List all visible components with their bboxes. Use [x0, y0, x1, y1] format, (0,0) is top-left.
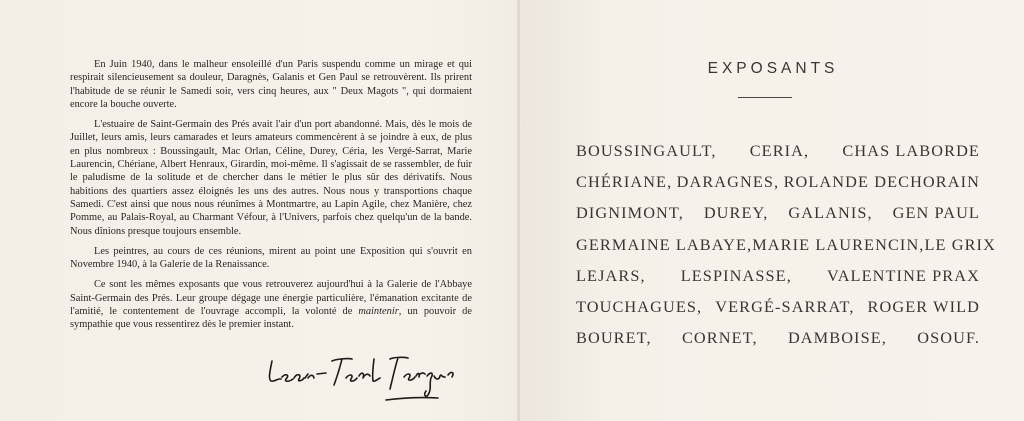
exhibitor-line — [576, 166, 980, 197]
exhibitor-name: GERMAINE LABAYE, — [576, 234, 753, 254]
exhibitor-name: VERGÉ-SARRAT, — [715, 296, 855, 316]
exhibitor-name: VALENTINE PRAX — [826, 265, 980, 285]
exhibitor-list — [576, 135, 996, 353]
exhibitor-name: OSOUF. — [917, 328, 980, 348]
exhibitor-name: CHÉRIANE, — [576, 172, 673, 192]
exhibitor-name: BOURET, — [576, 328, 652, 348]
exhibitor-name: LE GRIX — [924, 234, 996, 254]
handwritten-signature — [262, 345, 462, 407]
exhibitor-name: DIGNIMONT, — [576, 203, 684, 223]
exhibitor-line — [576, 291, 980, 322]
exhibitor-line — [576, 229, 996, 260]
paragraph-3: Les peintres, au cours de ces réunions, mirent au point une Exposition qui s'ouvrit en Novembre 1940, à la Galerie de la Renaissance. — [70, 245, 472, 271]
exhibitor-name: DAMBOISE, — [787, 328, 887, 348]
paragraph-4 — [70, 278, 472, 331]
exhibitor-name: DARAGNES, — [676, 172, 780, 192]
exhibitor-name: ROLANDE DECHORAIN — [783, 172, 980, 192]
exhibitor-name: GEN PAUL — [892, 203, 980, 223]
paragraph-1: En Juin 1940, dans le malheur ensoleillé d'un Paris suspendu comme un mirage et qui respirait silencieusement sa douleur, Daragnès, Galanis et Gen Paul se retrouvèrent. Ils prirent l'habitude de se réunir le Samedi soir, vers cinq heures, aux " Deux Magots ", qui dormaient encore la bouche ouverte. — [70, 59, 472, 110]
exhibitor-name: LESPINASSE, — [680, 265, 792, 285]
exhibitor-name: TOUCHAGUES, — [576, 296, 703, 316]
paragraph-4-start: Ce sont les mêmes exposants que vous retrouverez aujourd'hui à la Galerie de l'Abbaye Saint-Germain des Prés. Leur groupe dégage une énergie particulière, l'émanation excitante de l'amitié, le contentement de l'ouvrage accompli, la volonté de — [70, 279, 472, 318]
exposants-title: EXPOSANTS — [707, 60, 839, 77]
center-fold — [517, 0, 521, 421]
right-page — [528, 0, 1018, 421]
exhibitor-name: ROGER WILD — [867, 296, 980, 316]
title-divider — [738, 97, 792, 98]
exhibitor-line — [576, 135, 980, 166]
left-page — [70, 58, 472, 339]
paragraph-2: L'estuaire de Saint-Germain des Prés avait l'air d'un port abandonné. Mais, dès le mois de Juillet, leurs amis, leurs camarades et leurs amateurs commencèrent à se joindre à eux, de plus en plus nombreux : Boussingault, Mac Orlan, Céline, Durey, Céria, les Vergé-Sarrat, Marie Laurencin, Chériane, Albert Henraux, Girardin, moi-même. Il s'agissait de se rassembler, de fuir le paludisme de la solitude et de chercher dans le métier le plus sûr des dérivatifs. Nous habitions des quartiers assez éloignés les uns des autres. Nous nous y transportions chaque Samedi. C'est ainsi que nous nous réunîmes à Montmartre, au Lapin Agile, chez Manière, chez Pomme, au Palais-Royal, au Charmant Véfour, à l'Univers, parfois chez quelqu'un de la bande. Nous dînions presque toujours ensemble. — [70, 119, 472, 237]
exhibitor-name: CERIA, — [749, 141, 810, 160]
exhibitor-line — [576, 322, 980, 353]
exhibitor-name: GALANIS, — [788, 203, 873, 223]
paragraph-4-end: , un pouvoir de sympathie que vous ressentirez dès le premier instant. — [70, 306, 472, 331]
exhibitor-name: LEJARS, — [576, 265, 646, 285]
exhibitor-name: BOUSSINGAULT, — [576, 141, 717, 160]
exhibitor-line — [576, 260, 980, 291]
exhibitor-name: MARIE LAURENCIN, — [752, 234, 925, 254]
paragraph-4-emphasis: maintenir — [358, 306, 399, 318]
exhibitor-name: CHAS LABORDE — [842, 141, 980, 160]
exhibitor-name: DUREY, — [703, 203, 769, 223]
exhibitor-line — [576, 197, 980, 228]
exhibitor-name: CORNET, — [681, 328, 758, 348]
